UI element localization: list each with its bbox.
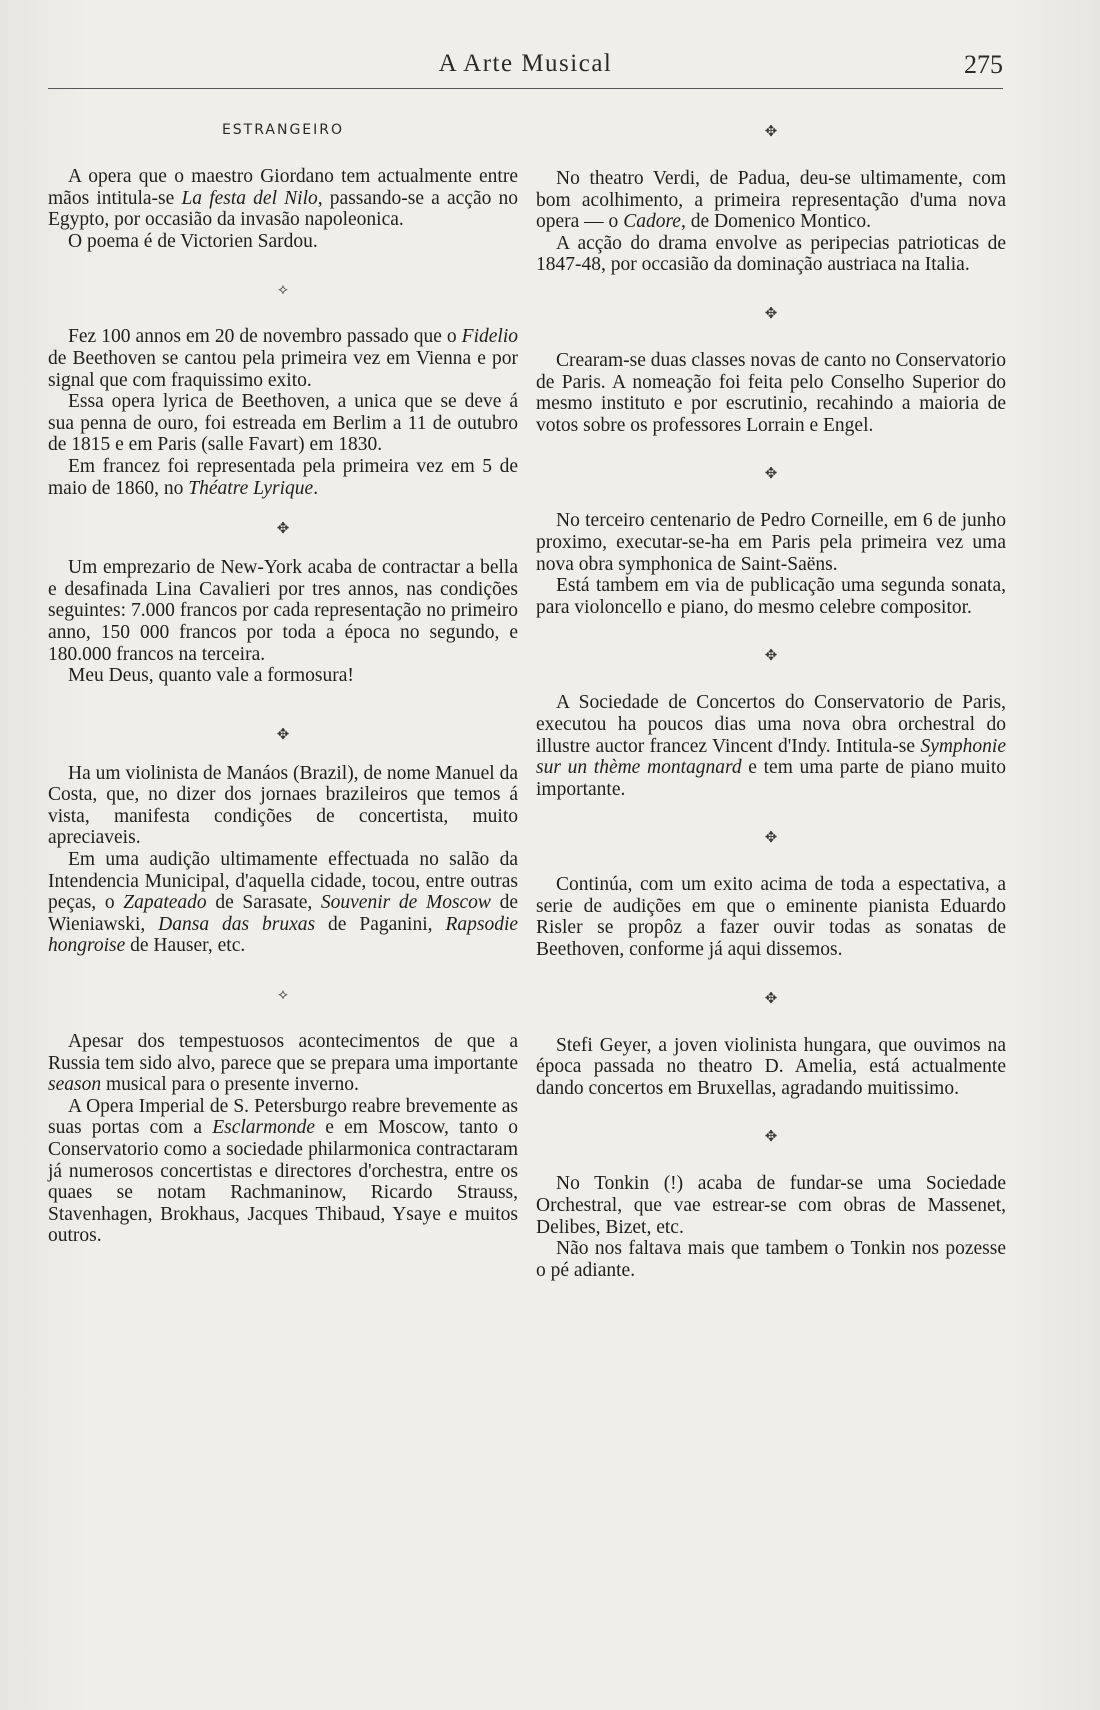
opera-title: Fidelio: [461, 326, 518, 348]
article-paragraph: Crearam-se duas classes novas de canto no Conservatorio de Paris. A nomeação foi feita pelo Conselho Superior do mesmo instituto e por escrutinio, recahindo a maioria de votos sobre os professores Lorrain e Engel.: [536, 349, 1006, 436]
cross-ornament-icon: ✥: [764, 988, 778, 1007]
article-stefi-geyer: [536, 1035, 1006, 1100]
cross-ornament-icon: ✥: [764, 646, 778, 665]
article-paragraph: Está tambem em via de publicação uma segunda sonata, para violoncello e piano, do mesmo celebre compositor.: [536, 575, 1006, 618]
article-paragraph: A acção do drama envolve as peripecias patrioticas de 1847-48, por occasião da dominação austriaca na Italia.: [536, 232, 1006, 276]
article-paragraph: A opera que o maestro Giordano tem actualmente entre mãos intitula-se La festa del Nilo, passando-se a acção no Egypto, por occasião da invasão napoleonica.: [48, 166, 519, 231]
article-tonkin: [536, 1173, 1006, 1281]
left-column: [48, 110, 518, 1247]
header-rule: [48, 88, 1003, 89]
article-paragraph: No Tonkin (!) acaba de fundar-se uma Sociedade Orchestral, que vae estrear-se com obras de Massenet, Delibes, Bizet, etc.: [536, 1173, 1006, 1238]
article-giordano: [48, 166, 518, 252]
article-risler: [536, 874, 1006, 960]
cross-ornament-icon: ✥: [276, 724, 290, 743]
opera-title: La festa del Nilo: [181, 187, 318, 209]
article-paragraph: Não nos faltava mais que tambem o Tonkin nos pozesse o pé adiante.: [536, 1238, 1006, 1281]
diamond-ornament-icon: ⟡: [278, 985, 288, 1004]
article-cavalieri: [48, 557, 518, 687]
cross-ornament-icon: ✥: [764, 1127, 778, 1146]
article-paragraph: Um emprezario de New-York acaba de contractar a bella e desafinada Lina Cavalieri por tres annos, nas condições seguintes: 7.000 francos por cada representação no primeiro anno, 150 000 francos por toda a época no segundo, e 180.000 francos na terceira.: [48, 557, 518, 665]
article-paragraph: Em uma audição ultimamente effectuada no salão da Intendencia Municipal, d'aquella cidade, tocou, entre outras peças, o Zapateado de Sarasate, Souvenir de Moscow de Wieniawski, Dansa das bruxas de Paganini, Rapsodie hongroise de Hauser, etc.: [48, 849, 519, 957]
article-paragraph: Em francez foi representada pela primeira vez em 5 de maio de 1860, no Théatre Lyrique.: [48, 455, 518, 499]
work-title: Rapsodie hongroise: [48, 913, 519, 957]
opera-title: Cadore: [623, 211, 681, 233]
cross-ornament-icon: ✥: [764, 303, 778, 322]
section-heading: ESTRANGEIRO: [221, 122, 345, 138]
work-title: Symphonie sur un thème montagnard: [536, 735, 1006, 779]
article-corneille: [536, 510, 1006, 618]
article-paragraph: No terceiro centenario de Pedro Corneille, em 6 de junho proximo, executar-se-ha em Paris pela primeira vez uma nova obra symphonica de Saint-Saëns.: [536, 510, 1006, 575]
article-paragraph: Continúa, com um exito acima de toda a espectativa, a serie de audições em que o eminente pianista Eduardo Risler se propôz a fazer ouvir todas as sonatas de Beethoven, conforme já aqui dissemos.: [536, 874, 1006, 961]
theatre-name: Théatre Lyrique: [188, 477, 314, 499]
article-paragraph: Stefi Geyer, a joven violinista hungara, que ouvimos na época passada no theatro D. Amelia, está actualmente dando concertos em Bruxellas, agradando muitissimo.: [536, 1034, 1006, 1099]
article-padua: [536, 168, 1006, 276]
article-paragraph: Meu Deus, quanto vale a formosura!: [68, 665, 354, 687]
work-title: Dansa das bruxas: [158, 913, 316, 935]
work-title: Zapateado: [123, 892, 207, 914]
article-dindy: [536, 692, 1006, 800]
article-paragraph: Apesar dos tempestuosos acontecimentos de que a Russia tem sido alvo, parece que se prepara uma importante season musical para o presente inverno.: [48, 1031, 518, 1096]
article-paragraph: Fez 100 annos em 20 de novembro passado que o Fidelio de Beethoven se cantou pela primeira vez em Vienna e por signal que com fraquissimo exito.: [48, 326, 518, 391]
diamond-ornament-icon: ⟡: [278, 280, 288, 299]
article-paragraph: A Sociedade de Concertos do Conservatorio de Paris, executou ha poucos dias uma nova obra orchestral do illustre auctor francez Vincent d'Indy. Intitula-se Symphonie sur un thème montagnard e tem uma parte de piano muito importante.: [536, 692, 1006, 800]
article-violinista-manaos: [48, 763, 518, 957]
cross-ornament-icon: ✥: [764, 828, 778, 847]
right-column: [536, 110, 1006, 1281]
cross-ornament-icon: ✥: [276, 519, 290, 538]
article-paragraph: No theatro Verdi, de Padua, deu-se ultimamente, com bom acolhimento, a primeira representação d'uma nova opera — o Cadore, de Domenico Montico.: [536, 168, 1006, 233]
running-title: A Arte Musical: [438, 50, 613, 77]
article-paragraph: Essa opera lyrica de Beethoven, a unica que se deve á sua penna de ouro, foi estreada em Berlim a 11 de outubro de 1815 e em Paris (salle Favart) em 1830.: [48, 391, 518, 456]
work-title: Souvenir de Moscow: [320, 892, 491, 914]
cross-ornament-icon: ✥: [764, 122, 778, 140]
article-conservatorio-classes: [536, 350, 1006, 436]
article-paragraph: A Opera Imperial de S. Petersburgo reabre brevemente as suas portas com a Esclarmonde e em Moscow, tanto o Conservatorio como a sociedade philarmonica contractaram já numerosos concertistas e directores d'orchestra, entre os quaes se notam Rachmaninow, Ricardo Strauss, Stavenhagen, Brokhaus, Jacques Thibaud, Ysaye e muitos outros.: [48, 1095, 518, 1247]
article-fidelio: [48, 326, 518, 499]
page-number: 275: [964, 50, 1003, 79]
season-term: season: [48, 1074, 102, 1096]
article-paragraph: O poema é de Victorien Sardou.: [68, 230, 318, 252]
cross-ornament-icon: ✥: [764, 464, 778, 483]
article-paragraph: Ha um violinista de Manáos (Brazil), de nome Manuel da Costa, que, no dizer dos jornaes brazileiros que temos á vista, manifesta condições de concertista, muito apreciaveis.: [48, 762, 518, 849]
opera-title: Esclarmonde: [212, 1117, 316, 1139]
article-russia: [48, 1031, 518, 1247]
page-header: [48, 44, 1003, 90]
